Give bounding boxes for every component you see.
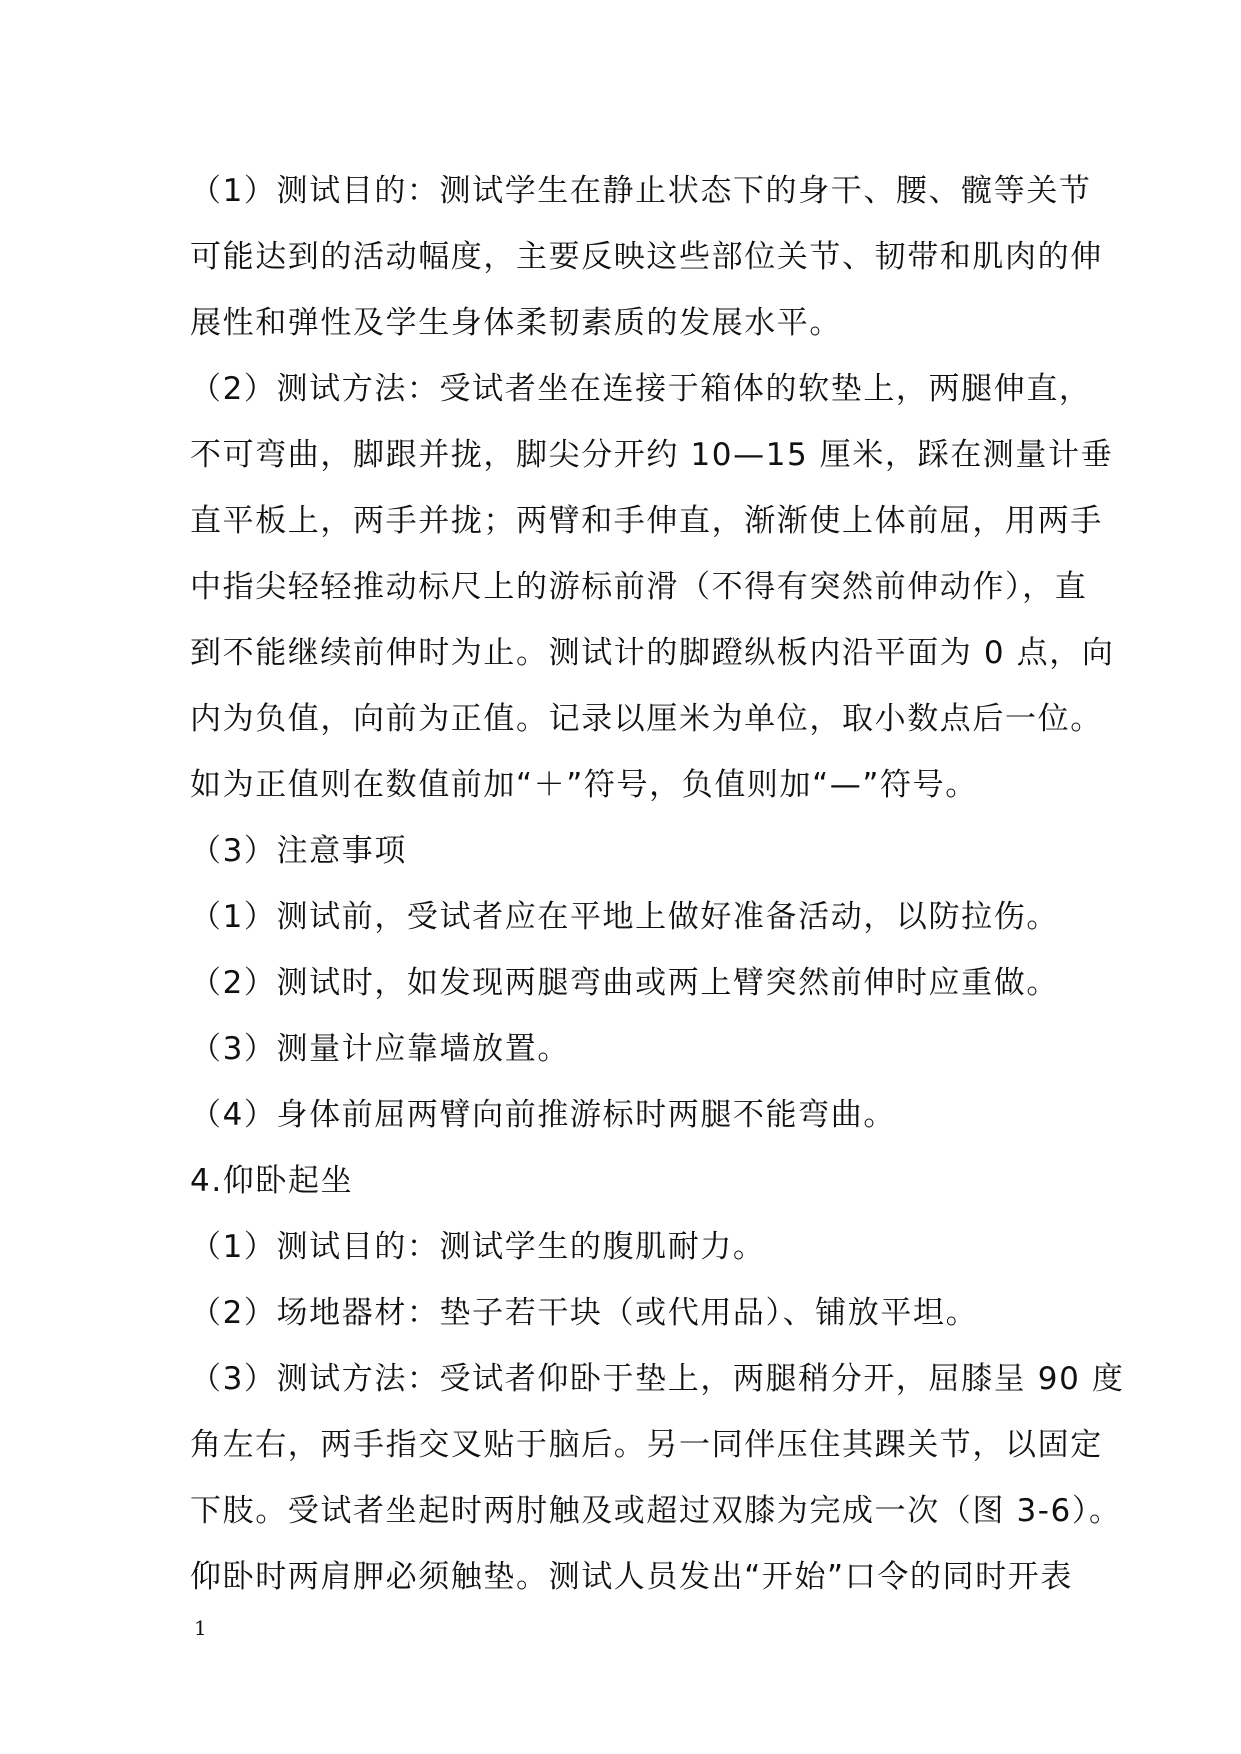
text-line: 直平板上，两手并拢；两臂和手伸直，渐渐使上体前屈，用两手 bbox=[190, 503, 1103, 539]
page-number: 1 bbox=[194, 1616, 207, 1640]
section-heading: 4.仰卧起坐 bbox=[190, 1163, 354, 1199]
text-line: 仰卧时两肩胛必须触垫。测试人员发出“开始”口令的同时开表 bbox=[190, 1559, 1073, 1595]
list-item: （4）身体前屈两臂向前推游标时两腿不能弯曲。 bbox=[190, 1097, 896, 1133]
text-line: 可能达到的活动幅度，主要反映这些部位关节、韧带和肌肉的伸 bbox=[190, 239, 1103, 275]
text-line: 展性和弹性及学生身体柔韧素质的发展水平。 bbox=[190, 305, 842, 341]
text-line: 下肢。受试者坐起时两肘触及或超过双膝为完成一次（图 3-6）。 bbox=[190, 1493, 1122, 1529]
text-line: （3）测试方法：受试者仰卧于垫上，两腿稍分开，屈膝呈 90 度 bbox=[190, 1361, 1125, 1397]
document-body bbox=[190, 158, 1125, 1610]
text-line: （1）测试目的：测试学生在静止状态下的身干、腰、髋等关节 bbox=[190, 173, 1092, 209]
text-line: 内为负值，向前为正值。记录以厘米为单位，取小数点后一位。 bbox=[190, 701, 1103, 737]
list-item: （3）测量计应靠墙放置。 bbox=[190, 1031, 570, 1067]
text-line: （2）测试方法：受试者坐在连接于箱体的软垫上，两腿伸直， bbox=[190, 371, 1092, 407]
text-line: （1）测试目的：测试学生的腹肌耐力。 bbox=[190, 1229, 766, 1265]
text-line: （2）场地器材：垫子若干块（或代用品）、铺放平坦。 bbox=[190, 1295, 979, 1331]
list-item: （1）测试前，受试者应在平地上做好准备活动，以防拉伤。 bbox=[190, 899, 1059, 935]
section-heading: （3）注意事项 bbox=[190, 833, 407, 869]
text-line: 到不能继续前伸时为止。测试计的脚蹬纵板内沿平面为 0 点，向 bbox=[190, 635, 1115, 671]
text-line: 不可弯曲，脚跟并拢，脚尖分开约 10—15 厘米，踩在测量计垂 bbox=[190, 437, 1114, 473]
text-line: 中指尖轻轻推动标尺上的游标前滑（不得有突然前伸动作），直 bbox=[190, 569, 1088, 605]
list-item: （2）测试时，如发现两腿弯曲或两上臂突然前伸时应重做。 bbox=[190, 965, 1059, 1001]
text-line: 角左右，两手指交叉贴于脑后。另一同伴压住其踝关节，以固定 bbox=[190, 1427, 1103, 1463]
text-line: 如为正值则在数值前加“＋”符号，负值则加“—”符号。 bbox=[190, 767, 978, 803]
